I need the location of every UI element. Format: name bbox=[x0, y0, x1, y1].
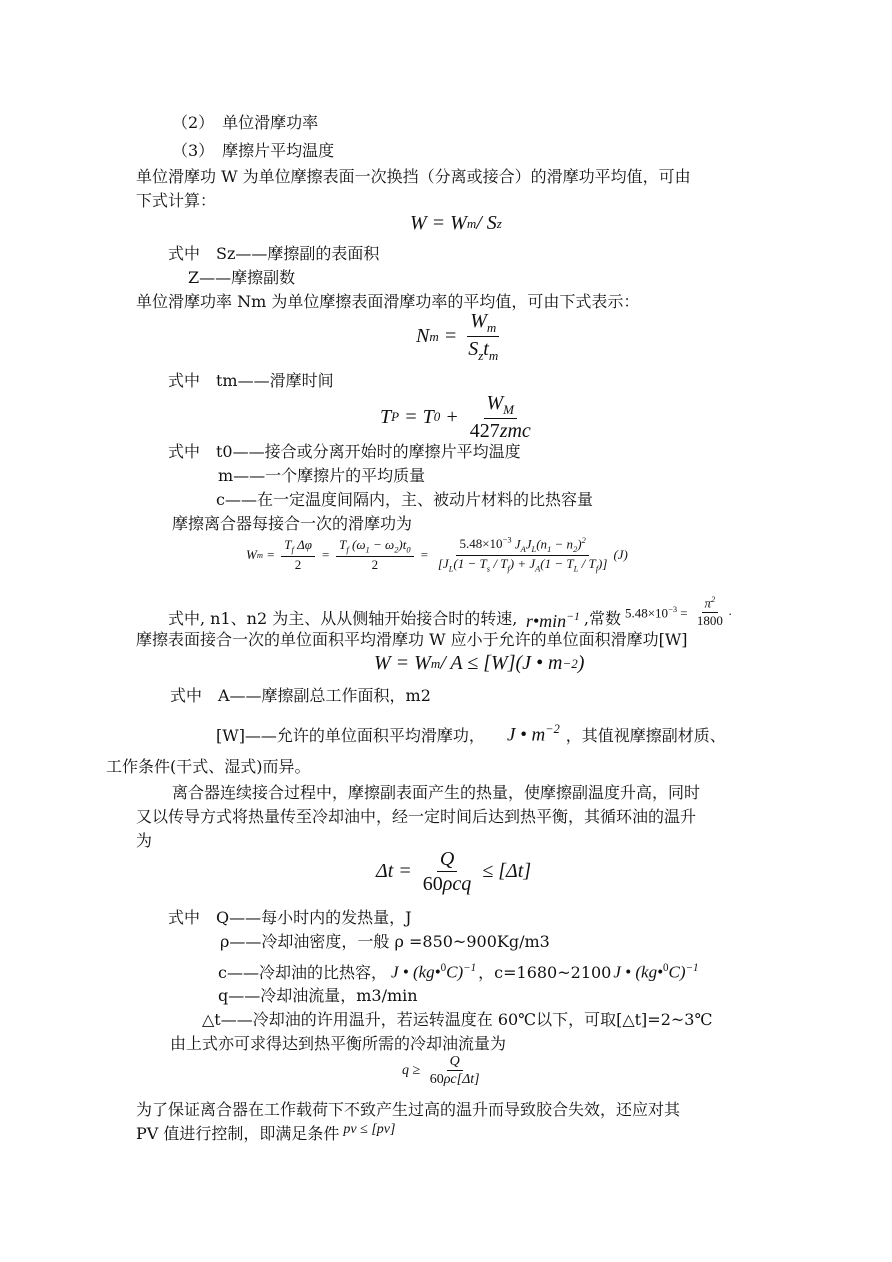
paragraph-7-line-1: 为了保证离合器在工作载荷下不致产生过高的温升而导致胶合失效，还应对其 bbox=[136, 1100, 681, 1119]
cc-definition-text: c——冷却油的比热容， bbox=[218, 963, 387, 983]
unit-j-kgc: J • (kg•$^0$C)$^{-1}$ bbox=[390, 962, 477, 982]
paragraph-6: 由上式亦可求得达到热平衡所需的冷却油流量为 bbox=[170, 1034, 507, 1053]
unit-j-m2: J • $m^{-2}$ bbox=[506, 722, 560, 746]
equation-wm: W m = $\frac{T_f \Delta\varphi}{2}$ = $\frac{T_f (\omega_1 - \omega_2)t_0}{2}$ = $\frac{5.48\times 10^{-3} J_AJ_L(n_1 - n_2)^2}{[J_L(1 - T_s / T_f) + J_A(1 - T_L / T_f)]}$ (J) bbox=[246, 535, 628, 574]
cc-range: ，c=1680~2100 bbox=[478, 963, 612, 983]
tm-definition: 式中 tm——滑摩时间 bbox=[168, 371, 334, 390]
item-3-heading: （3） 摩擦片平均温度 bbox=[172, 141, 335, 160]
rho-definition: ρ——冷却油密度，一般 ρ =850~900Kg/m3 bbox=[220, 932, 550, 951]
dt-definition: △t——冷却油的许用温升，若运转温度在 60℃以下，可取[△t]=2~3℃ bbox=[202, 1010, 713, 1029]
qq-definition: q——冷却油流量，m3/min bbox=[218, 986, 418, 1005]
paragraph-2: 单位滑摩功率 Nm 为单位摩擦表面滑摩功率的平均值，可由下式表示： bbox=[136, 292, 640, 311]
equation-q: q ≥ $\frac{Q}{60\rho c[\Delta t]}$ bbox=[402, 1054, 480, 1088]
unit-j-kgc-2: J • (kg•$^0$C)$^{-1}$ bbox=[613, 962, 699, 982]
constant-value: $5.48\times 10^{-3}$ = $\frac{\pi^2}{1800}$ . bbox=[624, 594, 733, 628]
cc-definition bbox=[218, 960, 699, 987]
t0-definition: 式中 t0——接合或分离开始时的摩擦片平均温度 bbox=[168, 442, 521, 461]
n-definition-text: 式中, n1、n2 为主、从从侧轴开始接合时的转速, bbox=[168, 609, 518, 629]
q-definition: 式中 Q——每小时内的发热量，J bbox=[168, 908, 412, 927]
item-2-heading: （2） 单位滑摩功率 bbox=[172, 113, 319, 132]
paragraph-5-line-2: 又以传导方式将热量传至冷却油中，经一定时间后达到热平衡，其循环油的温升 bbox=[136, 807, 697, 826]
equation-delta-t: Δt = $\frac{Q}{\text{60ρcq}}$ ≤ [Δt] bbox=[376, 848, 532, 895]
equation-w: W = W m / S z bbox=[410, 212, 502, 234]
paragraph-5-line-3: 为 bbox=[136, 831, 153, 850]
z-definition: Z——摩擦副数 bbox=[188, 268, 296, 287]
constant-label: ,常数 bbox=[583, 609, 621, 629]
c-definition: c——在一定温度间隔内，主、被动片材料的比热容量 bbox=[216, 490, 593, 509]
w-definition-text: [W]——允许的单位面积平均滑摩功， bbox=[216, 726, 485, 746]
equation-pv: pv ≤ [pv] bbox=[343, 1122, 396, 1137]
w-definition bbox=[216, 722, 726, 750]
sz-definition: 式中 Sz——摩擦副的表面积 bbox=[168, 244, 380, 263]
equation-nm: N m = $\frac{W_m}{S_zt_m}$ bbox=[416, 310, 499, 364]
a-definition: 式中 A——摩擦副总工作面积，m2 bbox=[170, 686, 431, 705]
unit-r-min: $r•\min^{-1}$ bbox=[521, 610, 580, 632]
w-definition-line-2: 工作条件(干式、湿式)而异。 bbox=[106, 757, 311, 776]
m-definition: m——一个摩擦片的平均质量 bbox=[218, 466, 426, 485]
equation-tp: T P = T 0 + $\frac{W_M}{\text{427zmc}}$ bbox=[380, 392, 531, 443]
paragraph-3: 摩擦离合器每接合一次的滑摩功为 bbox=[172, 514, 413, 533]
paragraph-7-line-2 bbox=[136, 1123, 395, 1145]
equation-w-limit: W = W m / A ≤ [W](J • m −2 ) bbox=[374, 652, 585, 674]
paragraph-7-text: PV 值进行控制，即满足条件 bbox=[136, 1124, 340, 1143]
paragraph-1-line-2: 下式计算： bbox=[136, 191, 217, 210]
paragraph-5-line-1: 离合器连续接合过程中，摩擦副表面产生的热量，使摩擦副温度升高，同时 bbox=[172, 783, 701, 802]
w-definition-suffix: ，其值视摩擦副材质、 bbox=[565, 726, 726, 746]
paragraph-4: 摩擦表面接合一次的单位面积平均滑摩功 W 应小于允许的单位面积滑摩功[W] bbox=[136, 630, 688, 649]
paragraph-1-line-1: 单位滑摩功 W 为单位摩擦表面一次换挡（分离或接合）的滑摩功平均值，可由 bbox=[136, 167, 691, 186]
